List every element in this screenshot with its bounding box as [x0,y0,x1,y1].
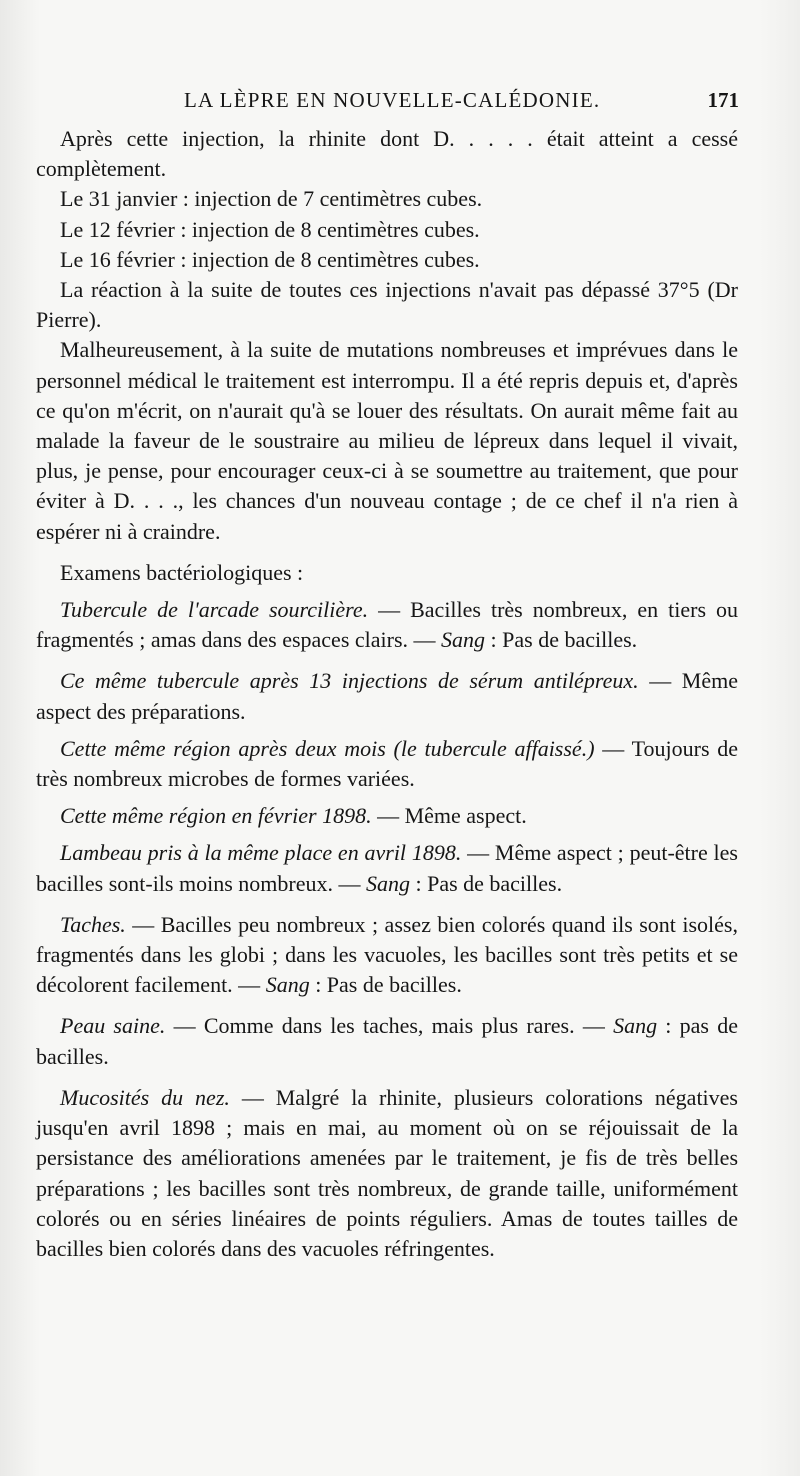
paragraph: Mucosités du nez. — Malgré la rhinite, plusieurs colorations négatives jusqu'en avril 1898 ; mais en mai, au moment où on se réjouissait de la persistance des améliorations amenées par le traitement, je fis de très belles préparations ; les bacilles sont très nombreux, de grande taille, uniformément colorés ou en séries linéaires de points réguliers. Amas de toutes tailles de bacilles bien colorés dans des vacuoles réfringentes. [36,1084,738,1261]
paragraph-lead: Cette même région après deux mois (le tubercule affaissé.) [60,735,595,761]
running-head: LA LÈPRE EN NOUVELLE-CALÉDONIE. [184,88,601,112]
page-header [184,88,739,116]
paragraph-lead: Lambeau pris à la même place en avril 1898. [60,840,462,866]
section-heading: Examens bactériologiques : [60,559,304,585]
paragraph: Malheureusement, à la suite de mutations nombreuses et imprévues dans le personnel médical le traitement est interrompu. Il a été repris depuis et, d'après ce qu'on m'écrit, on n'aurait qu'à se louer des résultats. On aurait même fait au malade la faveur de le soustraire au milieu de lépreux dans lequel il vivait, plus, je pense, pour encourager ceux-ci à se soumettre au traitement, que pour éviter à D. . . ., les chances d'un nouveau contage ; de ce chef il n'a rien à espérer ni à craindre. [36,337,738,544]
paragraph: Lambeau pris à la même place en avril 1898. — Même aspect ; peut-être les bacilles sont-ils moins nombreux. — Sang : Pas de bacilles. [36,840,738,896]
body-text [36,124,738,1264]
paragraph: La réaction à la suite de toutes ces injections n'avait pas dépassé 37°5 (Dr Pierre). [36,277,738,333]
paragraph-lead: Cette même région en février 1898. [60,803,372,829]
paragraph-lead: Taches. [60,911,126,937]
paragraph: Peau saine. — Comme dans les taches, mais plus rares. — Sang : pas de bacilles. [36,1013,738,1069]
paragraph-lead: Ce même tubercule après 13 injections de sérum antilépreux. [60,668,639,694]
paragraph: Taches. — Bacilles peu nombreux ; assez bien colorés quand ils sont isolés, fragmentés dans les globi ; dans les vacuoles, les bacilles sont très petits et se décolorent facilement. — Sang : Pas de bacilles. [36,911,738,998]
paragraph: Après cette injection, la rhinite dont D. . . . . était atteint a cessé complètement. [36,126,738,182]
paragraph: Le 16 février : injection de 8 centimètres cubes. [60,246,480,272]
paragraph: Cette même région en février 1898. — Même aspect. [60,803,527,829]
paragraph: Tubercule de l'arcade sourcilière. — Bacilles très nombreux, en tiers ou fragmentés ; amas dans des espaces clairs. — Sang : Pas de bacilles. [36,597,738,653]
paragraph-lead: Mucosités du nez. [60,1084,230,1110]
paragraph: Le 31 janvier : injection de 7 centimètres cubes. [60,186,483,212]
page-number: 171 [707,88,739,112]
paragraph-lead: Tubercule de l'arcade sourcilière. [60,597,369,623]
paragraph: Ce même tubercule après 13 injections de sérum antilépreux. — Même aspect des préparations. [36,668,738,724]
paragraph: Le 12 février : injection de 8 centimètres cubes. [60,216,480,242]
paragraph: Cette même région après deux mois (le tubercule affaissé.) — Toujours de très nombreux microbes de formes variées. [36,735,738,792]
paragraph-lead: Peau saine. [60,1013,166,1039]
